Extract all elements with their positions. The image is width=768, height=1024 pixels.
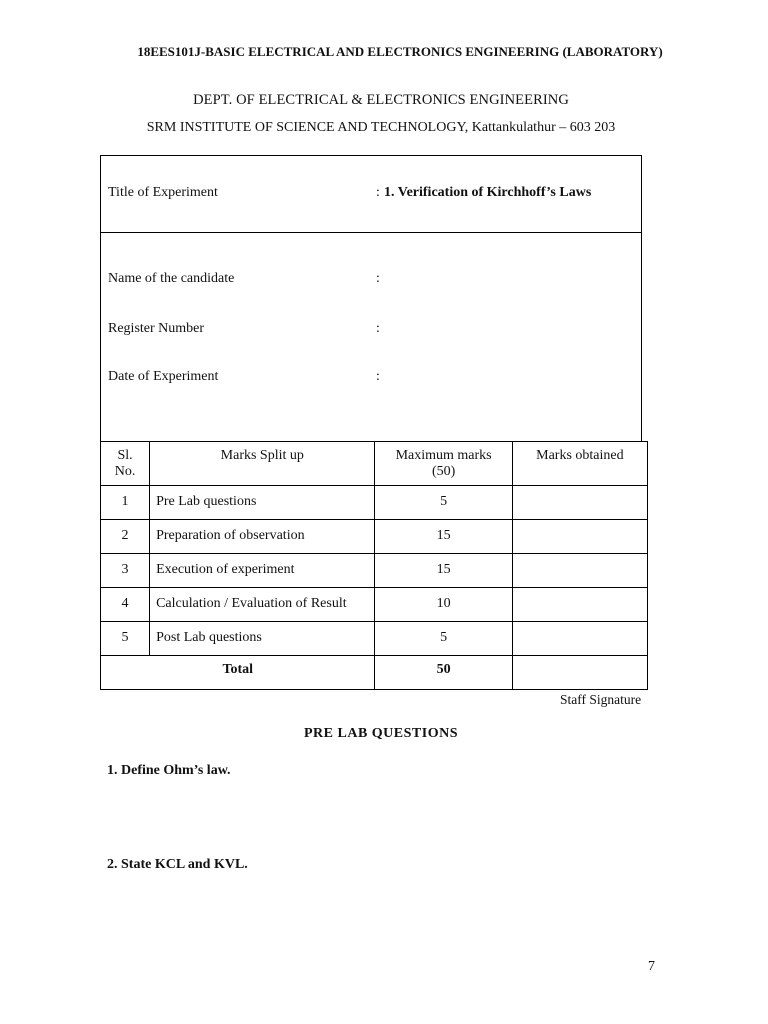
candidate-name-label: Name of the candidate: [108, 271, 235, 286]
sl-cell: 4: [101, 588, 150, 622]
marks-split-header: Marks Split up: [150, 442, 375, 486]
sl-cell: 1: [101, 486, 150, 520]
total-max-marks: 50: [375, 656, 512, 690]
obtained-cell: [512, 486, 647, 520]
prelab-title: PRE LAB QUESTIONS: [304, 726, 458, 741]
marks-table: [100, 441, 648, 690]
table-row: [101, 588, 648, 622]
institute-name: SRM INSTITUTE OF SCIENCE AND TECHNOLOGY,: [146, 120, 472, 135]
institute-heading: [0, 120, 762, 136]
item-cell: Preparation of observation: [150, 520, 375, 554]
register-number-label: Register Number: [108, 321, 205, 336]
max-cell: 5: [375, 622, 512, 656]
obtained-cell: [512, 588, 647, 622]
marks-obtained-header: Marks obtained: [512, 442, 647, 486]
candidate-name-colon: :: [376, 271, 380, 286]
obtained-cell: [512, 622, 647, 656]
total-label: Total: [101, 656, 375, 690]
prelab-question-1: 1. Define Ohm’s law.: [107, 763, 231, 778]
department-heading: DEPT. OF ELECTRICAL & ELECTRONICS ENGINEERING: [193, 92, 569, 108]
item-cell: Execution of experiment: [150, 554, 375, 588]
experiment-title-value: 1. Verification of Kirchhoff’s Laws: [384, 185, 592, 200]
page-number: 7: [648, 959, 655, 974]
obtained-cell: [512, 554, 647, 588]
obtained-cell: [512, 520, 647, 554]
staff-signature-label: Staff Signature: [560, 692, 642, 707]
item-cell: Calculation / Evaluation of Result: [150, 588, 375, 622]
info-box-divider: [100, 232, 642, 233]
max-cell: 5: [375, 486, 512, 520]
item-cell: Pre Lab questions: [150, 486, 375, 520]
sl-cell: 2: [101, 520, 150, 554]
prelab-question-2: 2. State KCL and KVL.: [107, 857, 248, 872]
table-row: [101, 486, 648, 520]
course-header: 18EES101J-BASIC ELECTRICAL AND ELECTRONICS ENGINEERING (LABORATORY): [137, 44, 663, 59]
max-cell: 15: [375, 520, 512, 554]
date-of-experiment-colon: :: [376, 369, 380, 384]
item-cell: Post Lab questions: [150, 622, 375, 656]
sl-cell: 5: [101, 622, 150, 656]
total-row: [101, 656, 648, 690]
table-row: [101, 554, 648, 588]
table-row: [101, 622, 648, 656]
max-cell: 15: [375, 554, 512, 588]
date-of-experiment-label: Date of Experiment: [108, 369, 219, 384]
max-cell: 10: [375, 588, 512, 622]
register-number-colon: :: [376, 321, 380, 336]
total-obtained-cell: [512, 656, 647, 690]
title-of-experiment-label: Title of Experiment: [108, 185, 218, 200]
institute-location: Kattankulathur – 603 203: [471, 120, 616, 135]
title-colon: :: [376, 185, 380, 200]
sl-cell: 3: [101, 554, 150, 588]
marks-table-header: [101, 442, 648, 486]
table-row: [101, 520, 648, 554]
sl-no-header: Sl. No.: [101, 442, 150, 486]
max-marks-header: Maximum marks (50): [375, 442, 512, 486]
